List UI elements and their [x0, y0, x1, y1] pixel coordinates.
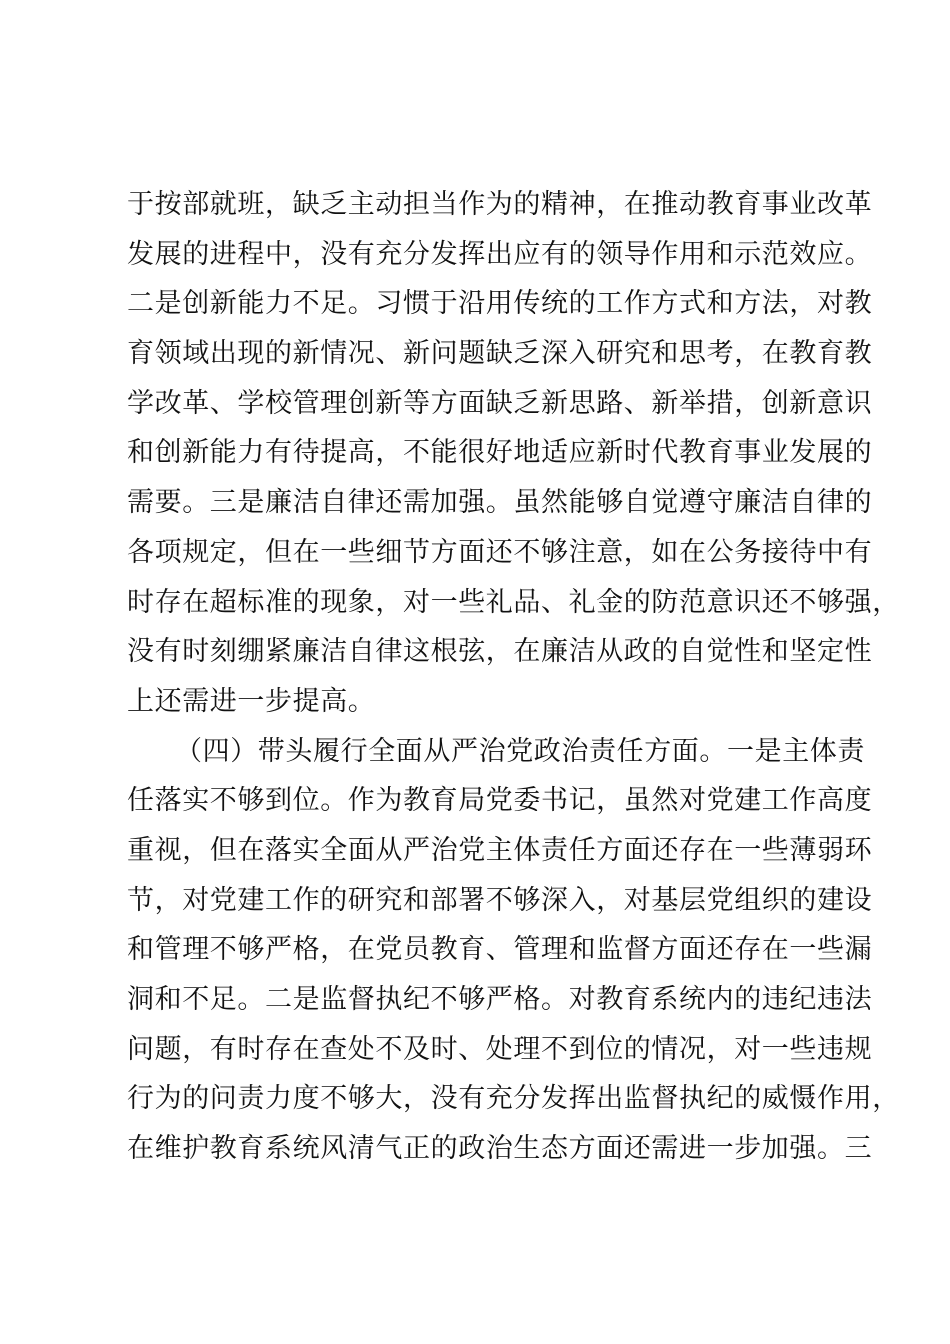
text-line: 重视，但在落实全面从严治党主体责任方面还存在一些薄弱环 — [127, 834, 873, 866]
text-line: 和创新能力有待提高，不能很好地适应新时代教育事业发展的 — [127, 437, 873, 469]
text-line: 节，对党建工作的研究和部署不够深入，对基层党组织的建设 — [127, 884, 873, 916]
text-line: 洞和不足。二是监督执纪不够严格。对教育系统内的违纪违法 — [127, 984, 873, 1015]
text-line: 没有时刻绷紧廉洁自律这根弦，在廉洁从政的自觉性和坚定性 — [127, 636, 873, 668]
section-heading-line: （四）带头履行全面从严治党政治责任方面。一是主体责 — [175, 735, 865, 767]
text-line: 需要。三是廉洁自律还需加强。虽然能够自觉遵守廉洁自律的 — [127, 487, 873, 519]
text-line: 时存在超标准的现象，对一些礼品、礼金的防范意识还不够强， — [127, 586, 900, 618]
text-line: 行为的问责力度不够大，没有充分发挥出监督执纪的威慑作用， — [127, 1083, 900, 1115]
text-line: 问题，有时存在查处不及时、处理不到位的情况，对一些违规 — [127, 1033, 873, 1065]
text-line: 上还需进一步提高。 — [127, 685, 376, 717]
text-line: 学改革、学校管理创新等方面缺乏新思路、新举措，创新意识 — [127, 387, 873, 419]
text-line: 任落实不够到位。作为教育局党委书记，虽然对党建工作高度 — [127, 785, 873, 817]
text-line: 在维护教育系统风清气正的政治生态方面还需进一步加强。三 — [127, 1133, 873, 1165]
text-line: 和管理不够严格，在党员教育、管理和监督方面还存在一些漏 — [127, 934, 873, 966]
body-text — [127, 180, 900, 1174]
text-line: 育领域出现的新情况、新问题缺乏深入研究和思考，在教育教 — [127, 338, 873, 370]
text-line: 发展的进程中，没有充分发挥出应有的领导作用和示范效应。 — [127, 238, 873, 270]
text-line: 于按部就班，缺乏主动担当作为的精神，在推动教育事业改革 — [127, 189, 873, 220]
text-line: 各项规定，但在一些细节方面还不够注意，如在公务接待中有 — [127, 536, 873, 568]
text-line: 二是创新能力不足。习惯于沿用传统的工作方式和方法，对教 — [127, 288, 873, 320]
